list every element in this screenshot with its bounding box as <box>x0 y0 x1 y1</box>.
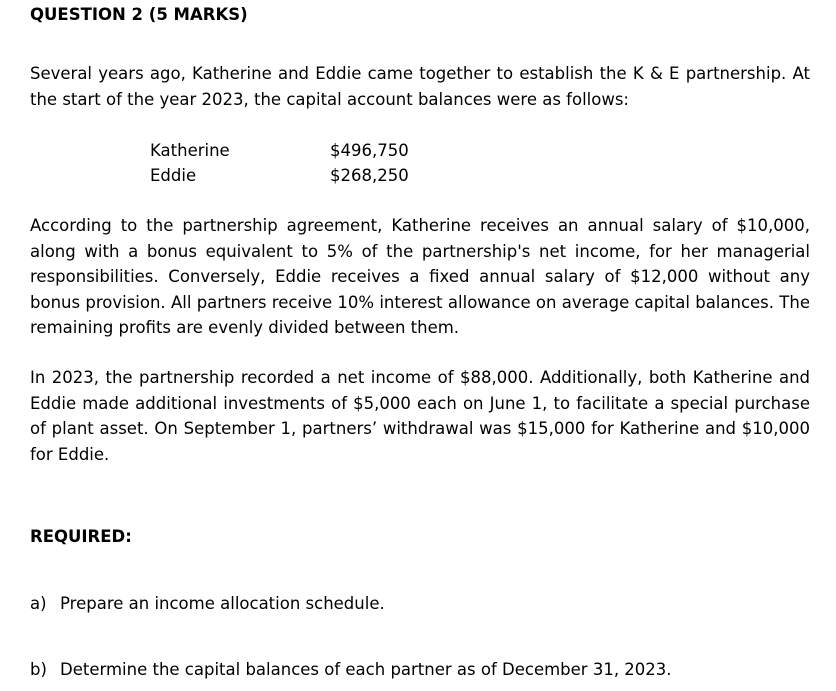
requirement-b <box>30 660 672 679</box>
required-heading: REQUIRED: <box>30 527 132 546</box>
intro-paragraph: Several years ago, Katherine and Eddie came together to establish the K & E partnership. At the start of the year 2023, the capital account balances were as follows: <box>30 64 810 109</box>
capital-row-katherine <box>150 138 409 163</box>
requirement-text: Prepare an income allocation schedule. <box>60 594 385 613</box>
requirement-letter: b) <box>30 660 47 679</box>
capital-balances-table <box>150 138 409 188</box>
requirement-letter: a) <box>30 594 47 613</box>
question-title: QUESTION 2 (5 MARKS) <box>30 5 248 24</box>
agreement-paragraph: According to the partnership agreement, Katherine receives an annual salary of $10,000, along with a bonus equivalent to 5% of the partnership's net income, for her managerial responsibilities. Conversely, Eddie receives a fixed annual salary of $12,000 without any bonus provision. All partners receive 10% interest allowance on average capital balances. The remaining profits are evenly divided between them. <box>30 216 810 337</box>
capital-amount: $268,250 <box>330 166 409 185</box>
capital-row-eddie <box>150 163 409 188</box>
requirement-text: Determine the capital balances of each partner as of December 31, 2023. <box>60 660 672 679</box>
requirement-a <box>30 594 385 613</box>
capital-amount: $496,750 <box>330 141 409 160</box>
partner-name: Eddie <box>150 166 197 185</box>
partner-name: Katherine <box>150 141 230 160</box>
events-paragraph: In 2023, the partnership recorded a net income of $88,000. Additionally, both Katherine and Eddie made additional investments of $5,000 each on June 1, to facilitate a special purchase of plant asset. On September 1, partners’ withdrawal was $15,000 for Katherine and $10,000 for Eddie. <box>30 368 810 464</box>
